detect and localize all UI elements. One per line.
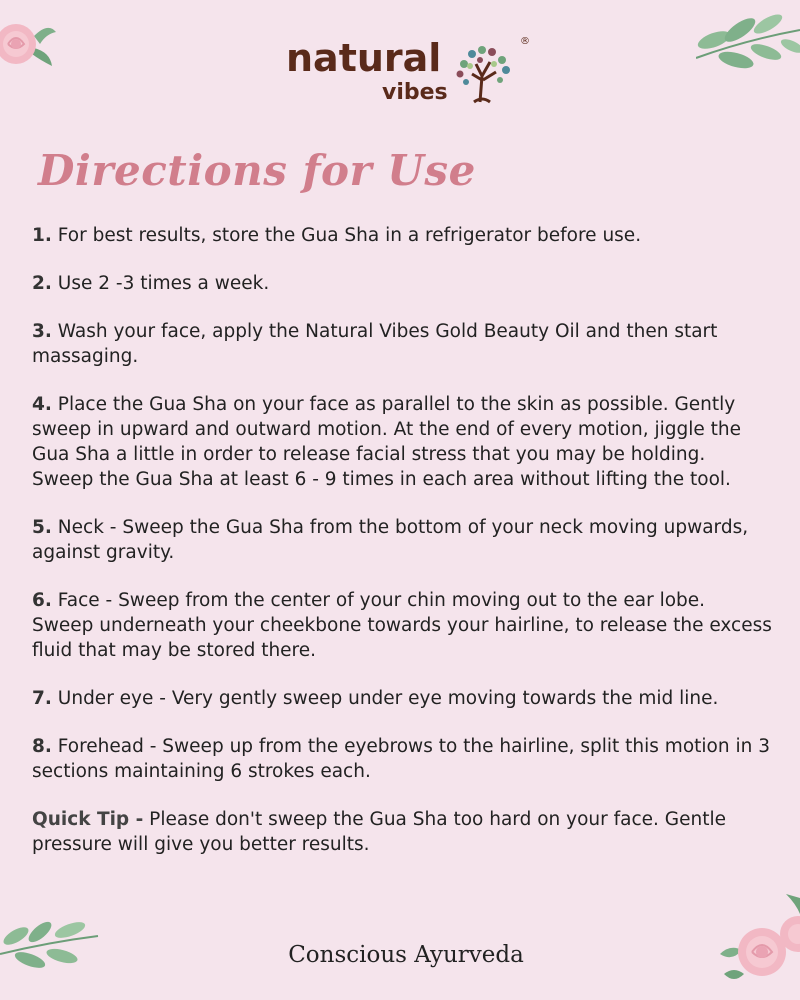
list-item bbox=[32, 588, 772, 663]
step-number: 8. bbox=[32, 736, 52, 757]
step-text: For best results, store the Gua Sha in a refrigerator before use. bbox=[57, 225, 642, 246]
step-text: Under eye - Very gently sweep under eye moving towards the mid line. bbox=[57, 688, 719, 709]
step-text: Place the Gua Sha on your face as parallel to the skin as possible. Gently sweep in upward and outward motion. At the end of every motion, jiggle the Gua Sha a little in order to release facial stress that you may be holding. Sweep the Gua Sha at least 6 - 9 times in each area without lifting the tool. bbox=[32, 394, 741, 490]
brand-logo bbox=[286, 36, 536, 108]
step-text: Use 2 -3 times a week. bbox=[57, 273, 270, 294]
list-item bbox=[32, 734, 772, 784]
list-item bbox=[32, 271, 772, 296]
step-number: 5. bbox=[32, 517, 52, 538]
registered-mark: ® bbox=[520, 36, 530, 47]
step-number: 2. bbox=[32, 273, 52, 294]
footer-tagline: Conscious Ayurveda bbox=[288, 942, 524, 968]
leaves-decoration-icon bbox=[696, 10, 800, 74]
list-item bbox=[32, 319, 772, 369]
step-number: 1. bbox=[32, 225, 52, 246]
list-item bbox=[32, 392, 772, 492]
step-number: 7. bbox=[32, 688, 52, 709]
logo-text-natural: natural bbox=[286, 36, 442, 80]
directions-list bbox=[32, 223, 772, 880]
tree-logo-icon bbox=[450, 40, 516, 104]
step-text: Face - Sweep from the center of your chin moving out to the ear lobe. Sweep underneath your cheekbone towards your hairline, to release the excess fluid that may be stored there. bbox=[32, 590, 772, 661]
rose-decoration-icon bbox=[0, 18, 60, 70]
list-item bbox=[32, 686, 772, 711]
page-title: Directions for Use bbox=[38, 146, 476, 195]
quick-tip-text: Please don't sweep the Gua Sha too hard on your face. Gentle pressure will give you better results. bbox=[32, 809, 726, 855]
step-text: Neck - Sweep the Gua Sha from the bottom of your neck moving upwards, against gravity. bbox=[32, 517, 749, 563]
step-text: Wash your face, apply the Natural Vibes Gold Beauty Oil and then start massaging. bbox=[32, 321, 718, 367]
quick-tip bbox=[32, 807, 772, 857]
step-number: 4. bbox=[32, 394, 52, 415]
step-number: 6. bbox=[32, 590, 52, 611]
logo-text-vibes: vibes bbox=[382, 80, 448, 105]
quick-tip-label: Quick Tip - bbox=[32, 809, 144, 830]
list-item bbox=[32, 223, 772, 248]
step-text: Forehead - Sweep up from the eyebrows to the hairline, split this motion in 3 sections maintaining 6 strokes each. bbox=[32, 736, 770, 782]
list-item bbox=[32, 515, 772, 565]
step-number: 3. bbox=[32, 321, 52, 342]
